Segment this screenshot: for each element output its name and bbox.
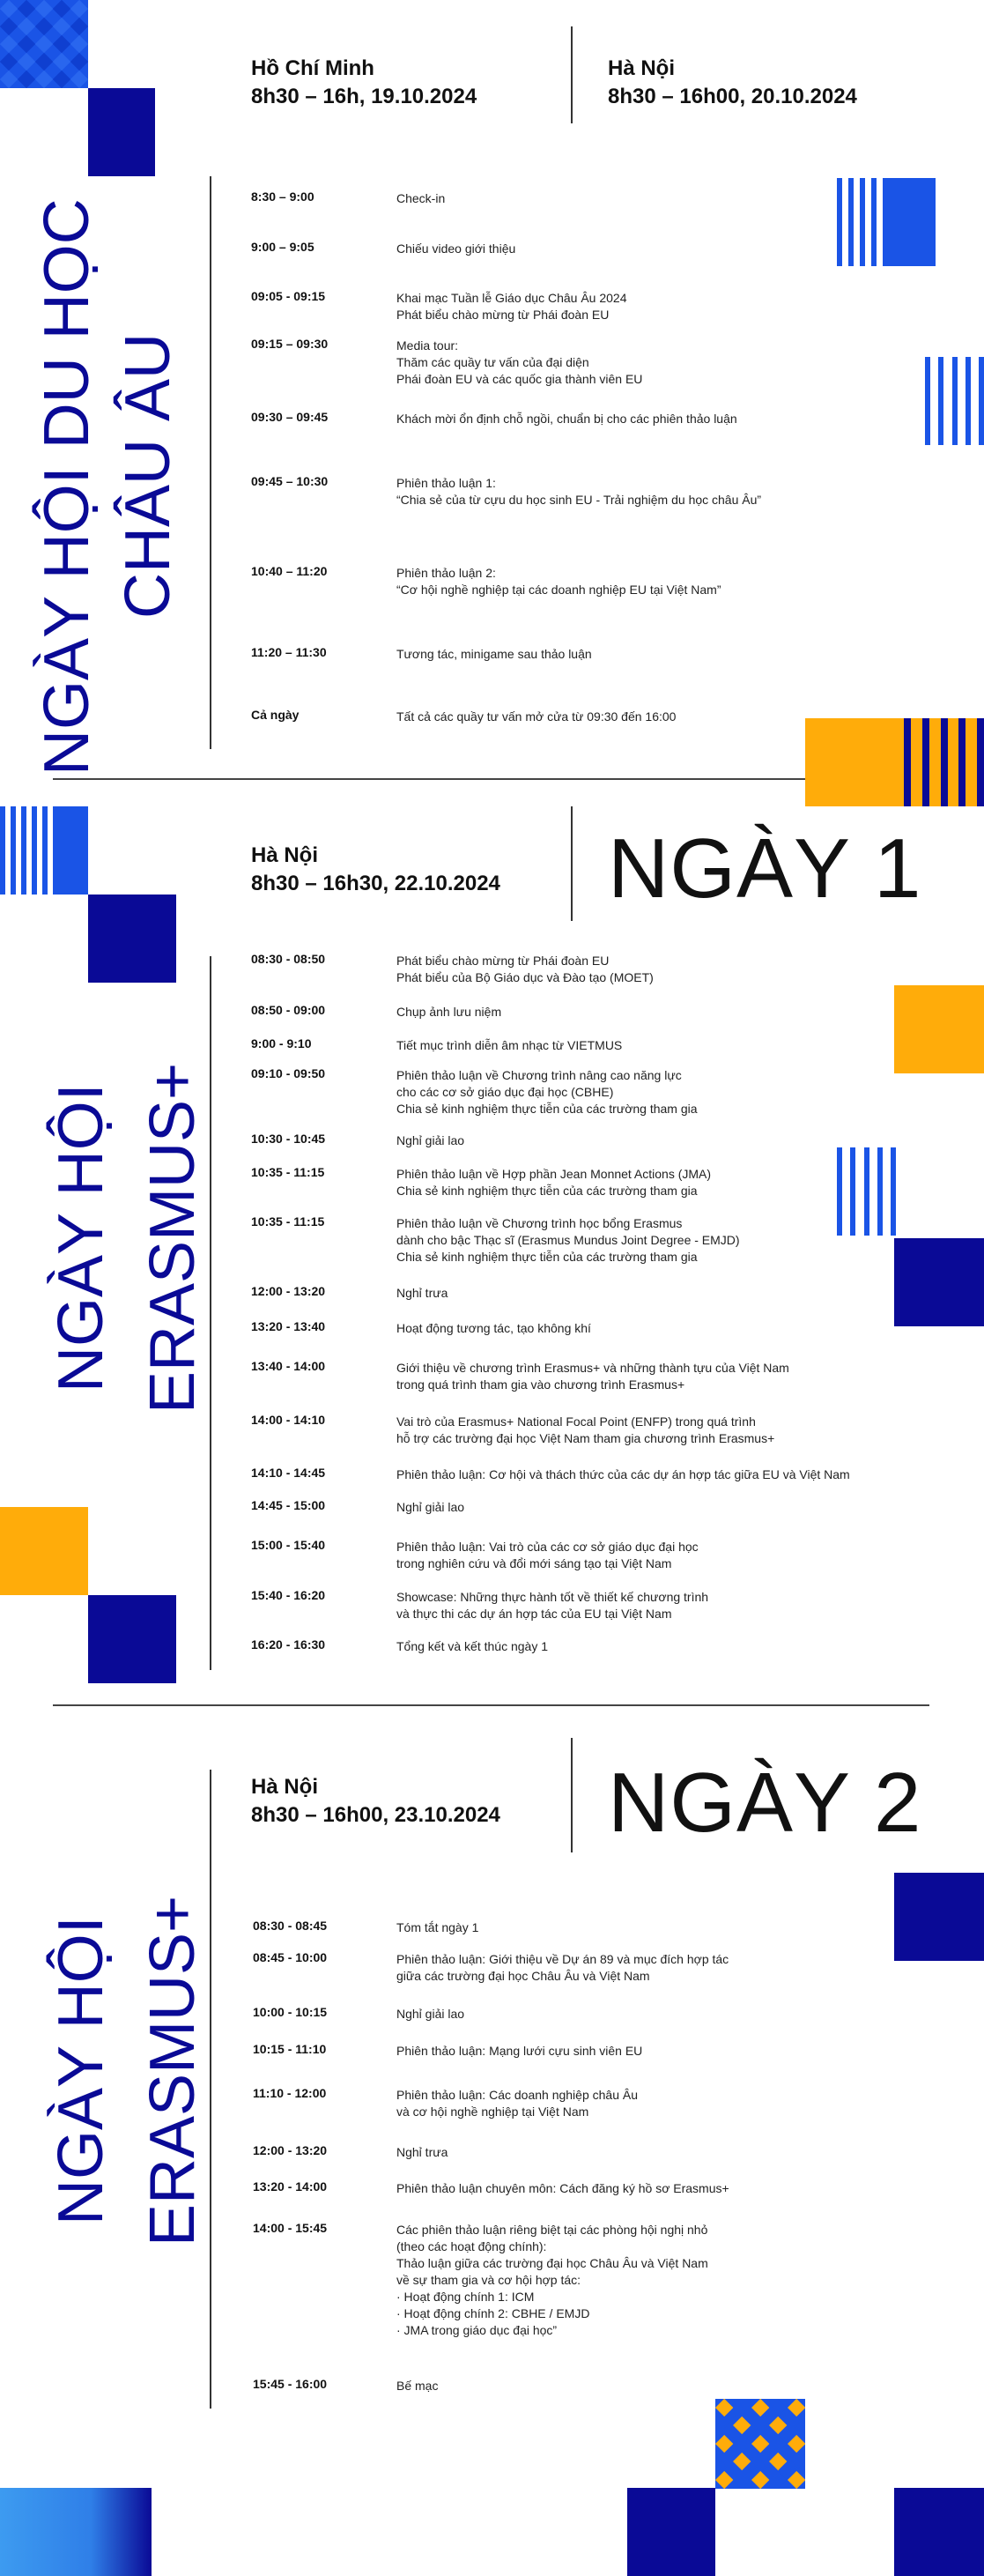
schedule-time: 9:00 - 9:10 bbox=[251, 1036, 312, 1050]
section-divider-2 bbox=[53, 1704, 929, 1706]
section-2-title-line2: ERASMUS+ bbox=[137, 1062, 208, 1414]
navy-square-decoration-6 bbox=[627, 2488, 715, 2576]
schedule-time: 08:45 - 10:00 bbox=[253, 1950, 328, 1964]
schedule-time: 11:10 - 12:00 bbox=[253, 2086, 327, 2100]
schedule-description: Khai mạc Tuần lễ Giáo dục Châu Âu 2024 Phát biểu chào mừng từ Phái đoàn EU bbox=[396, 291, 627, 322]
checker-tile bbox=[70, 18, 88, 35]
venue-hcm-city: Hồ Chí Minh bbox=[251, 56, 374, 80]
checker-tile bbox=[35, 0, 53, 18]
schedule-time: 10:35 - 11:15 bbox=[251, 1165, 325, 1179]
section-1-title-line2: CHÂU ÂU bbox=[113, 332, 183, 620]
schedule-description: Phiên thảo luận: Các doanh nghiệp châu Âu và cơ hội nghề nghiệp tại Việt Nam bbox=[396, 2088, 638, 2119]
checker-tile bbox=[70, 35, 88, 53]
schedule-2-rule bbox=[210, 956, 211, 1670]
stripes-decoration-1 bbox=[837, 178, 936, 266]
checker-tile bbox=[18, 35, 35, 53]
schedule-time: 10:15 - 11:10 bbox=[253, 2042, 327, 2056]
schedule-description: Media tour: Thăm các quầy tư vấn của đại diện Phái đoàn EU và các quốc gia thành viên EU bbox=[396, 338, 643, 386]
orange-square-decoration bbox=[894, 985, 984, 1073]
checker-tile bbox=[787, 2453, 805, 2471]
schedule-description: Phát biểu chào mừng từ Phái đoàn EU Phát biểu của Bộ Giáo dục và Đào tạo (MOET) bbox=[396, 954, 654, 984]
orange-square-decoration-2 bbox=[0, 1507, 88, 1595]
checker-tile bbox=[787, 2416, 805, 2435]
schedule-time: 12:00 - 13:20 bbox=[253, 2143, 328, 2157]
day1-venue-city: Hà Nội bbox=[251, 843, 319, 867]
schedule-time: 13:40 - 14:00 bbox=[251, 1359, 326, 1373]
navy-square-decoration-7 bbox=[894, 2488, 984, 2576]
schedule-time: 14:10 - 14:45 bbox=[251, 1466, 326, 1480]
day2-label: NGÀY 2 bbox=[608, 1756, 922, 1850]
checker-tile bbox=[53, 35, 70, 53]
schedule-time: 13:20 - 13:40 bbox=[251, 1319, 326, 1333]
checker-tile bbox=[751, 2399, 770, 2417]
checker-tile bbox=[0, 0, 18, 18]
section-2-title-line1: NGÀY HỘI bbox=[46, 1083, 116, 1393]
checker-tile bbox=[715, 2470, 734, 2489]
checker-tile bbox=[751, 2435, 770, 2454]
checker-tile bbox=[35, 71, 53, 88]
schedule-time: 08:30 - 08:50 bbox=[251, 952, 326, 966]
section-3-title bbox=[35, 1886, 218, 2256]
section-3-title-line2: ERASMUS+ bbox=[137, 1895, 208, 2247]
schedule-time: 13:20 - 14:00 bbox=[253, 2179, 328, 2194]
checker-tile bbox=[769, 2435, 788, 2454]
schedule-time: 9:00 – 9:05 bbox=[251, 240, 314, 254]
checker-tile bbox=[715, 2416, 734, 2435]
checker-tile bbox=[769, 2399, 788, 2417]
checker-tile bbox=[35, 18, 53, 35]
schedule-description: Chụp ảnh lưu niệm bbox=[396, 1005, 502, 1019]
schedule-description: Vai trò của Erasmus+ National Focal Point (ENFP) trong quá trình hỗ trợ các trường đại học Việt Nam tham gia chương trình Erasmus+ bbox=[396, 1414, 775, 1445]
section-2-title bbox=[35, 1053, 218, 1423]
venue-hcm bbox=[251, 55, 477, 111]
schedule-time: 12:00 - 13:20 bbox=[251, 1284, 326, 1298]
checker-tile bbox=[0, 35, 18, 53]
schedule-description: Phiên thảo luận 2: “Cơ hội nghề nghiệp tại các doanh nghiệp EU tại Việt Nam” bbox=[396, 566, 721, 597]
checker-tile bbox=[53, 18, 70, 35]
day2-divider bbox=[571, 1738, 573, 1852]
schedule-time: 10:35 - 11:15 bbox=[251, 1214, 325, 1229]
checker-tile bbox=[18, 53, 35, 71]
schedule-description: Tương tác, minigame sau thảo luận bbox=[396, 647, 592, 661]
schedule-time: 14:45 - 15:00 bbox=[251, 1498, 326, 1512]
schedule-time: 09:10 - 09:50 bbox=[251, 1066, 326, 1080]
schedule-description: Các phiên thảo luận riêng biệt tại các phòng hội nghị nhỏ (theo các hoạt động chính): Thảo luận giữa các trường đại học Châu Âu và Việt Nam về sự tham gia và cơ hội hợp tác: · Hoạt động chính 1: ICM · Hoạt động chính 2: CBHE / EMJD · JMA trong giáo dục đại học” bbox=[396, 2223, 708, 2337]
checker-decoration-top-left bbox=[0, 0, 88, 88]
checker-tile bbox=[70, 71, 88, 88]
stripes-decoration-4 bbox=[837, 1147, 896, 1236]
schedule-description: Tóm tắt ngày 1 bbox=[396, 1920, 479, 1934]
checker-tile bbox=[0, 18, 18, 35]
checker-tile bbox=[53, 53, 70, 71]
checker-tile bbox=[733, 2416, 751, 2435]
day1-label: NGÀY 1 bbox=[608, 821, 922, 916]
checker-tile bbox=[787, 2435, 805, 2454]
checker-tile bbox=[733, 2435, 751, 2454]
schedule-time: 16:20 - 16:30 bbox=[251, 1637, 326, 1652]
schedule-description: Phiên thảo luận: Giới thiệu về Dự án 89 và mục đích hợp tác giữa các trường đại học Châu Âu và Việt Nam bbox=[396, 1952, 729, 1983]
schedule-time: 10:30 - 10:45 bbox=[251, 1132, 326, 1146]
checker-tile bbox=[769, 2416, 788, 2435]
checker-tile bbox=[35, 53, 53, 71]
schedule-description: Tất cả các quầy tư vấn mở cửa từ 09:30 đến 16:00 bbox=[396, 709, 677, 724]
schedule-1-rule bbox=[210, 176, 211, 749]
checker-tile bbox=[70, 53, 88, 71]
schedule-description: Showcase: Những thực hành tốt về thiết kế chương trình và thực thi các dự án hợp tác của EU tại Việt Nam bbox=[396, 1590, 709, 1621]
day2-venue-time: 8h30 – 16h00, 23.10.2024 bbox=[251, 1803, 500, 1827]
day1-divider bbox=[571, 806, 573, 921]
navy-square-decoration-4 bbox=[88, 1595, 176, 1683]
day1-venue bbox=[251, 842, 500, 898]
schedule-description: Phiên thảo luận 1: “Chia sẻ của từ cựu du học sinh EU - Trải nghiệm du học châu Âu” bbox=[396, 476, 762, 507]
stripes-decoration-3 bbox=[0, 806, 88, 895]
schedule-description: Nghỉ trưa bbox=[396, 2145, 448, 2159]
schedule-time: 15:00 - 15:40 bbox=[251, 1538, 326, 1552]
schedule-description: Tổng kết và kết thúc ngày 1 bbox=[396, 1639, 548, 1653]
checker-tile bbox=[787, 2470, 805, 2489]
venue-hcm-time: 8h30 – 16h, 19.10.2024 bbox=[251, 85, 477, 108]
schedule-description: Check-in bbox=[396, 191, 446, 205]
schedule-description: Nghỉ giải lao bbox=[396, 1133, 465, 1147]
section-1-title bbox=[26, 176, 189, 776]
checker-tile bbox=[35, 35, 53, 53]
schedule-description: Hoạt động tương tác, tạo không khí bbox=[396, 1321, 591, 1335]
schedule-description: Phiên thảo luận: Vai trò của các cơ sở giáo dục đại học trong nghiên cứu và đổi mới sáng tạo tại Việt Nam bbox=[396, 1540, 699, 1570]
schedule-description: Nghỉ trưa bbox=[396, 1286, 448, 1300]
checker-tile bbox=[733, 2453, 751, 2471]
schedule-description: Khách mời ổn định chỗ ngồi, chuẩn bị cho các phiên thảo luận bbox=[396, 412, 737, 426]
checker-tile bbox=[769, 2470, 788, 2489]
navy-square-decoration-5 bbox=[894, 1873, 984, 1961]
schedule-description: Phiên thảo luận về Hợp phần Jean Monnet Actions (JMA) Chia sẻ kinh nghiệm thực tiễn của các trường tham gia bbox=[396, 1167, 712, 1198]
checker-tile bbox=[769, 2453, 788, 2471]
schedule-time: 14:00 - 15:45 bbox=[253, 2221, 328, 2235]
venue-hanoi-city: Hà Nội bbox=[608, 56, 676, 80]
navy-square-decoration-3 bbox=[894, 1238, 984, 1326]
checker-tile bbox=[751, 2416, 770, 2435]
schedule-time: 08:50 - 09:00 bbox=[251, 1003, 326, 1017]
schedule-description: Nghỉ giải lao bbox=[396, 2007, 465, 2021]
checker-tile bbox=[751, 2470, 770, 2489]
schedule-description: Phiên thảo luận về Chương trình nâng cao năng lực cho các cơ sở giáo dục đại học (CBHE) Chia sẻ kinh nghiệm thực tiễn của các trường tham gia bbox=[396, 1068, 698, 1116]
checker-tile bbox=[53, 71, 70, 88]
day2-venue bbox=[251, 1773, 500, 1830]
checker-tile bbox=[787, 2399, 805, 2417]
checker-tile bbox=[18, 71, 35, 88]
section-3-title-line1: NGÀY HỘI bbox=[46, 1916, 116, 2226]
checker-tile bbox=[0, 71, 18, 88]
schedule-description: Bế mạc bbox=[396, 2379, 439, 2393]
schedule-time: 15:45 - 16:00 bbox=[253, 2377, 328, 2391]
checker-tile bbox=[53, 0, 70, 18]
checker-tile bbox=[18, 18, 35, 35]
schedule-time: 14:00 - 14:10 bbox=[251, 1413, 326, 1427]
schedule-description: Giới thiệu về chương trình Erasmus+ và những thành tựu của Việt Nam trong quá trình tham gia vào chương trình Erasmus+ bbox=[396, 1361, 789, 1392]
navy-square-decoration bbox=[88, 88, 155, 176]
checker-tile bbox=[715, 2435, 734, 2454]
schedule-time: 09:15 – 09:30 bbox=[251, 337, 329, 351]
checker-tile bbox=[751, 2453, 770, 2471]
checker-tile bbox=[715, 2399, 734, 2417]
navy-square-decoration-2 bbox=[88, 895, 176, 983]
checker-tile bbox=[733, 2399, 751, 2417]
stripes-orange-navy-decoration bbox=[904, 718, 984, 806]
checker-tile bbox=[733, 2470, 751, 2489]
section-divider-1 bbox=[53, 778, 805, 780]
checker-decoration-bottom bbox=[715, 2399, 805, 2489]
schedule-time: 09:30 – 09:45 bbox=[251, 410, 329, 424]
schedule-description: Phiên thảo luận: Cơ hội và thách thức của các dự án hợp tác giữa EU và Việt Nam bbox=[396, 1467, 850, 1481]
checker-tile bbox=[18, 0, 35, 18]
stripes-decoration-2 bbox=[925, 357, 984, 445]
venue-hanoi-time: 8h30 – 16h00, 20.10.2024 bbox=[608, 85, 857, 108]
schedule-description: Tiết mục trình diễn âm nhạc từ VIETMUS bbox=[396, 1038, 623, 1052]
schedule-description: Phiên thảo luận chuyên môn: Cách đăng ký hồ sơ Erasmus+ bbox=[396, 2181, 729, 2195]
schedule-time: 11:20 – 11:30 bbox=[251, 645, 327, 659]
schedule-3-rule bbox=[210, 1770, 211, 2409]
schedule-time: 10:00 - 10:15 bbox=[253, 2005, 328, 2019]
orange-block-decoration bbox=[805, 718, 904, 806]
day1-venue-time: 8h30 – 16h30, 22.10.2024 bbox=[251, 872, 500, 895]
schedule-time: 08:30 - 08:45 bbox=[253, 1919, 328, 1933]
schedule-time: 15:40 - 16:20 bbox=[251, 1588, 326, 1602]
schedule-description: Phiên thảo luận về Chương trình học bổng Erasmus dành cho bậc Thạc sĩ (Erasmus Mundus Joint Degree - EMJD) Chia sẻ kinh nghiệm thực tiễn của các trường tham gia bbox=[396, 1216, 740, 1264]
day2-venue-city: Hà Nội bbox=[251, 1775, 319, 1799]
checker-tile bbox=[715, 2453, 734, 2471]
schedule-time: 09:45 – 10:30 bbox=[251, 474, 329, 488]
gradient-square-decoration bbox=[0, 2488, 152, 2576]
section-1-title-line1: NGÀY HỘI DU HỌC bbox=[32, 198, 102, 776]
schedule-time: 10:40 – 11:20 bbox=[251, 564, 328, 578]
schedule-time: 8:30 – 9:00 bbox=[251, 189, 314, 204]
schedule-time: 09:05 - 09:15 bbox=[251, 289, 326, 303]
schedule-time: Cả ngày bbox=[251, 708, 300, 722]
checker-tile bbox=[0, 53, 18, 71]
venue-hanoi bbox=[608, 55, 857, 111]
venue-divider bbox=[571, 26, 573, 123]
schedule-description: Phiên thảo luận: Mạng lưới cựu sinh viên EU bbox=[396, 2044, 643, 2058]
schedule-description: Chiếu video giới thiệu bbox=[396, 241, 516, 256]
schedule-description: Nghỉ giải lao bbox=[396, 1500, 465, 1514]
checker-tile bbox=[70, 0, 88, 18]
